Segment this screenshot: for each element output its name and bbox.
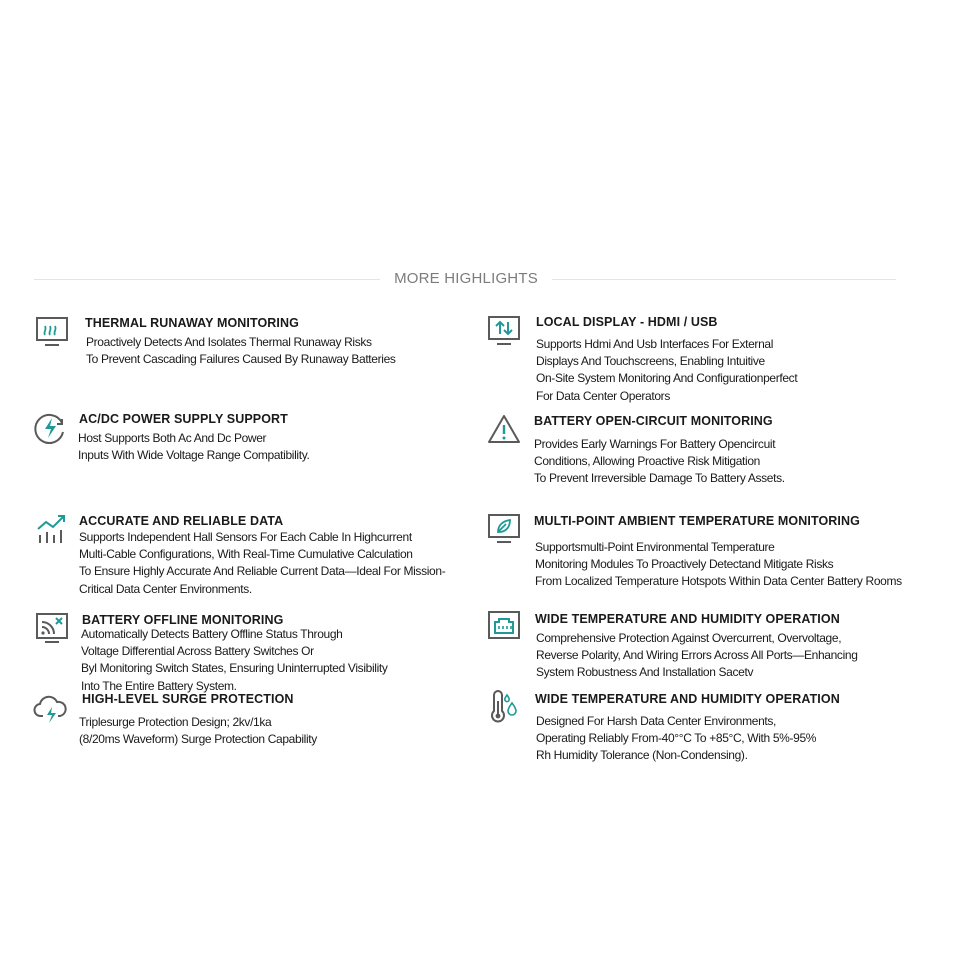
network-port-icon [486, 609, 522, 645]
highlight-description: Proactively Detects And Isolates Thermal Runaway Risks To Prevent Cascading Failures Caused By Runaway Batteries [86, 335, 396, 367]
highlight-title: BATTERY OFFLINE MONITORING [82, 613, 284, 627]
thermometer-drops-icon [486, 689, 522, 725]
section-header [34, 268, 896, 290]
highlight-title: AC/DC POWER SUPPLY SUPPORT [79, 412, 288, 426]
divider-left [34, 279, 380, 280]
highlight-description: Supports Independent Hall Sensors For Each Cable In Highcurrent Multi-Cable Configurations, With Real-Time Cumulative Calculation To Ensure Highly Accurate And Reliable Current Data—Ideal For Mission- Critical Data Center Environments. [79, 530, 446, 596]
divider-right [552, 279, 896, 280]
section-title: MORE HIGHLIGHTS [394, 270, 538, 287]
highlight-description: Comprehensive Protection Against Overcurrent, Overvoltage, Reverse Polarity, And Wiring Errors Across All Ports—Enhancing System Robustness And Installation Sacetv [536, 631, 858, 680]
cloud-lightning-icon [32, 690, 68, 726]
warning-triangle-icon [486, 412, 522, 448]
highlight-description: Provides Early Warnings For Battery Opencircuit Conditions, Allowing Proactive Risk Mitigation To Prevent Irreversible Damage To Battery Assets. [534, 437, 785, 486]
highlight-title: ACCURATE AND RELIABLE DATA [79, 514, 284, 528]
signal-offline-icon [34, 610, 70, 646]
display-arrows-icon [486, 313, 522, 349]
highlight-title: THERMAL RUNAWAY MONITORING [85, 316, 299, 330]
highlight-description: Triplesurge Protection Design; 2kv/1ka (8/20ms Waveform) Surge Protection Capability [79, 715, 317, 747]
leaf-monitor-icon [486, 511, 522, 547]
highlight-title: WIDE TEMPERATURE AND HUMIDITY OPERATION [535, 612, 840, 626]
highlight-title: HIGH-LEVEL SURGE PROTECTION [82, 692, 294, 706]
highlight-title: MULTI-POINT AMBIENT TEMPERATURE MONITORING [534, 514, 860, 528]
trend-chart-icon [34, 511, 70, 547]
highlight-title: WIDE TEMPERATURE AND HUMIDITY OPERATION [535, 692, 840, 706]
highlight-description: Supportsmulti-Point Environmental Temperature Monitoring Modules To Proactively Detectand Mitigate Risks From Localized Temperature Hotspots Within Data Center Battery Rooms [535, 540, 902, 589]
highlight-description: Automatically Detects Battery Offline Status Through Voltage Differential Across Battery Switches Or Byl Monitoring Switch States, Ensuring Uninterrupted Visibility Into The Entire Battery System. [81, 627, 388, 693]
highlight-description: Designed For Harsh Data Center Environments, Operating Reliably From-40°°C To +85°C, With 5%-95% Rh Humidity Tolerance (Non-Condensing). [536, 714, 817, 763]
lightning-bolt-icon [32, 410, 68, 446]
highlight-title: BATTERY OPEN-CIRCUIT MONITORING [534, 414, 773, 428]
highlight-title: LOCAL DISPLAY - HDMI / USB [536, 315, 718, 329]
thermal-monitor-icon [34, 314, 70, 350]
highlight-description: Host Supports Both Ac And Dc Power Inputs With Wide Voltage Range Compatibility. [78, 431, 310, 463]
highlight-description: Supports Hdmi And Usb Interfaces For External Displays And Touchscreens, Enabling Intuitive On-Site System Monitoring And Configurationperfect For Data Center Operators [536, 337, 798, 403]
